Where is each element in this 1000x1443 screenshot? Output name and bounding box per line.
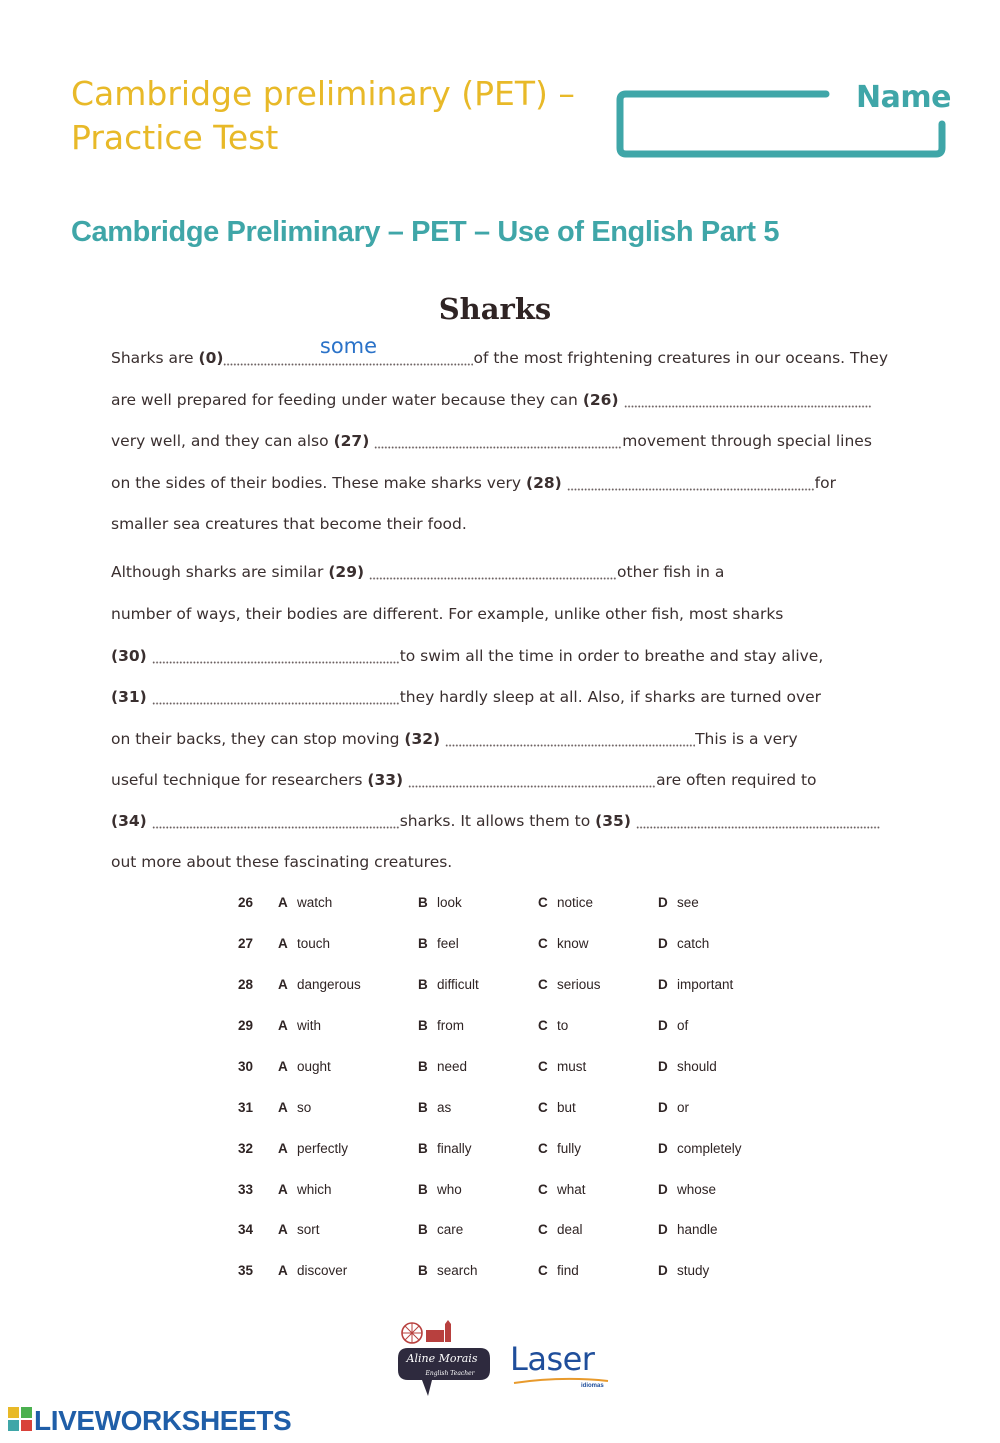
question-number: 29 bbox=[238, 1018, 254, 1033]
option-a[interactable]: A so bbox=[278, 1100, 312, 1115]
london-skyline-icon bbox=[426, 1320, 451, 1342]
document-title bbox=[71, 72, 611, 160]
gap-31 bbox=[152, 685, 400, 709]
liveworksheets-logo-icon bbox=[8, 1405, 34, 1433]
option-b[interactable]: B search bbox=[418, 1263, 478, 1278]
option-d[interactable]: D whose bbox=[658, 1182, 717, 1197]
option-a[interactable]: A perfectly bbox=[278, 1141, 349, 1156]
question-number: 27 bbox=[238, 936, 254, 951]
question-number: 26 bbox=[238, 895, 254, 910]
option-a[interactable]: A dangerous bbox=[278, 977, 361, 992]
option-b[interactable]: B from bbox=[418, 1018, 464, 1033]
answer-input-30[interactable] bbox=[152, 636, 404, 664]
question-number: 34 bbox=[238, 1222, 254, 1237]
option-d[interactable]: D handle bbox=[658, 1222, 718, 1237]
gap-33 bbox=[408, 768, 656, 792]
option-b[interactable]: B as bbox=[418, 1100, 452, 1115]
answer-input-26[interactable] bbox=[624, 380, 876, 408]
option-c[interactable]: C deal bbox=[538, 1222, 583, 1237]
gap-28 bbox=[567, 471, 815, 495]
passage-line: very well, and they can also (27) movement through special lines bbox=[111, 429, 872, 453]
question-number: 31 bbox=[238, 1100, 254, 1115]
ferris-wheel-icon bbox=[402, 1323, 422, 1343]
option-row bbox=[238, 1263, 798, 1283]
option-a[interactable]: A touch bbox=[278, 936, 331, 951]
option-row bbox=[238, 1059, 798, 1079]
gap-0 bbox=[223, 334, 473, 370]
passage-line: (34) sharks. It allows them to (35) bbox=[111, 809, 880, 833]
gap-30 bbox=[152, 644, 400, 668]
gap-29 bbox=[369, 560, 617, 584]
gap-32 bbox=[445, 727, 695, 751]
liveworksheets-brand: LIVEWORKSHEETS bbox=[34, 1405, 292, 1436]
gap-35 bbox=[636, 809, 880, 833]
laser-subtitle: idiomas bbox=[581, 1383, 604, 1389]
passage-line: (31) they hardly sleep at all. Also, if sharks are turned over bbox=[111, 685, 821, 709]
passage-line: are well prepared for feeding under water because they can (26) bbox=[111, 388, 872, 412]
name-input[interactable] bbox=[632, 104, 936, 142]
aline-name: Aline Morais bbox=[406, 1352, 478, 1365]
option-c[interactable]: C serious bbox=[538, 977, 601, 992]
option-row bbox=[238, 1182, 798, 1202]
option-d[interactable]: D catch bbox=[658, 936, 710, 951]
option-a[interactable]: A which bbox=[278, 1182, 332, 1197]
answer-input-28[interactable] bbox=[567, 463, 819, 491]
section-title: Cambridge Preliminary – PET – Use of English Part 5 bbox=[71, 216, 780, 248]
option-c[interactable]: C but bbox=[538, 1100, 576, 1115]
option-d[interactable]: D should bbox=[658, 1059, 717, 1074]
passage-line: (30) to swim all the time in order to breathe and stay alive, bbox=[111, 644, 823, 668]
option-c[interactable]: C must bbox=[538, 1059, 587, 1074]
option-b[interactable]: B feel bbox=[418, 936, 459, 951]
passage-line: number of ways, their bodies are different. For example, unlike other fish, most sharks bbox=[111, 605, 784, 623]
option-c[interactable]: C what bbox=[538, 1182, 586, 1197]
option-row bbox=[238, 1141, 798, 1161]
passage-line: on their backs, they can stop moving (32) This is a very bbox=[111, 727, 798, 751]
answer-input-27[interactable] bbox=[374, 421, 626, 449]
answer-input-34[interactable] bbox=[152, 801, 404, 829]
option-d[interactable]: D important bbox=[658, 977, 734, 992]
option-row bbox=[238, 1222, 798, 1242]
option-row bbox=[238, 936, 798, 956]
option-a[interactable]: A ought bbox=[278, 1059, 331, 1074]
option-row bbox=[238, 977, 798, 997]
question-number: 28 bbox=[238, 977, 254, 992]
option-row bbox=[238, 1100, 798, 1120]
answer-input-29[interactable] bbox=[369, 552, 621, 580]
passage-line: Although sharks are similar (29) other fish in a bbox=[111, 560, 724, 584]
passage-line: out more about these fascinating creatures. bbox=[111, 853, 453, 871]
document-title-line-1: Cambridge preliminary (PET) – bbox=[71, 74, 575, 113]
option-a[interactable]: A watch bbox=[278, 895, 333, 910]
passage-line: Sharks are (0) some of the most frightening creatures in our oceans. They bbox=[111, 346, 888, 370]
option-a[interactable]: A discover bbox=[278, 1263, 348, 1278]
option-c[interactable]: C find bbox=[538, 1263, 579, 1278]
passage-line: smaller sea creatures that become their food. bbox=[111, 515, 467, 533]
question-number: 35 bbox=[238, 1263, 254, 1278]
option-a[interactable]: A sort bbox=[278, 1222, 320, 1237]
option-b[interactable]: B care bbox=[418, 1222, 464, 1237]
option-row bbox=[238, 895, 798, 915]
passage-line: on the sides of their bodies. These make sharks very (28) for bbox=[111, 471, 836, 495]
option-b[interactable]: B finally bbox=[418, 1141, 472, 1156]
question-number: 32 bbox=[238, 1141, 254, 1156]
option-b[interactable]: B who bbox=[418, 1182, 462, 1197]
option-b[interactable]: B difficult bbox=[418, 977, 479, 992]
passage-line: useful technique for researchers (33) are often required to bbox=[111, 768, 817, 792]
option-c[interactable]: C notice bbox=[538, 895, 594, 910]
aline-morais-logo bbox=[394, 1320, 494, 1402]
answer-input-31[interactable] bbox=[152, 677, 404, 705]
option-a[interactable]: A with bbox=[278, 1018, 322, 1033]
option-c[interactable]: C fully bbox=[538, 1141, 582, 1156]
option-b[interactable]: B look bbox=[418, 895, 462, 910]
option-d[interactable]: D of bbox=[658, 1018, 689, 1033]
gap-26 bbox=[624, 388, 872, 412]
option-c[interactable]: C to bbox=[538, 1018, 569, 1033]
document-title-line-2: Practice Test bbox=[71, 118, 279, 157]
name-label: Name bbox=[856, 80, 951, 115]
question-number: 33 bbox=[238, 1182, 254, 1197]
laser-logo-text: Laser bbox=[510, 1340, 595, 1378]
answer-input-33[interactable] bbox=[408, 760, 660, 788]
option-row bbox=[238, 1018, 798, 1038]
passage-title: Sharks bbox=[438, 292, 552, 326]
aline-subtitle: English Teacher bbox=[425, 1370, 475, 1377]
option-d[interactable]: D or bbox=[658, 1100, 690, 1115]
gap-27 bbox=[374, 429, 622, 453]
example-answer: some bbox=[319, 334, 378, 358]
option-b[interactable]: B need bbox=[418, 1059, 468, 1074]
gap-34 bbox=[152, 809, 400, 833]
option-d[interactable]: D study bbox=[658, 1263, 710, 1278]
option-d[interactable]: D see bbox=[658, 895, 699, 910]
answer-input-32[interactable] bbox=[445, 719, 699, 747]
answer-input-35[interactable] bbox=[636, 801, 884, 829]
question-number: 30 bbox=[238, 1059, 254, 1074]
option-d[interactable]: D completely bbox=[658, 1141, 742, 1156]
option-c[interactable]: C know bbox=[538, 936, 589, 951]
